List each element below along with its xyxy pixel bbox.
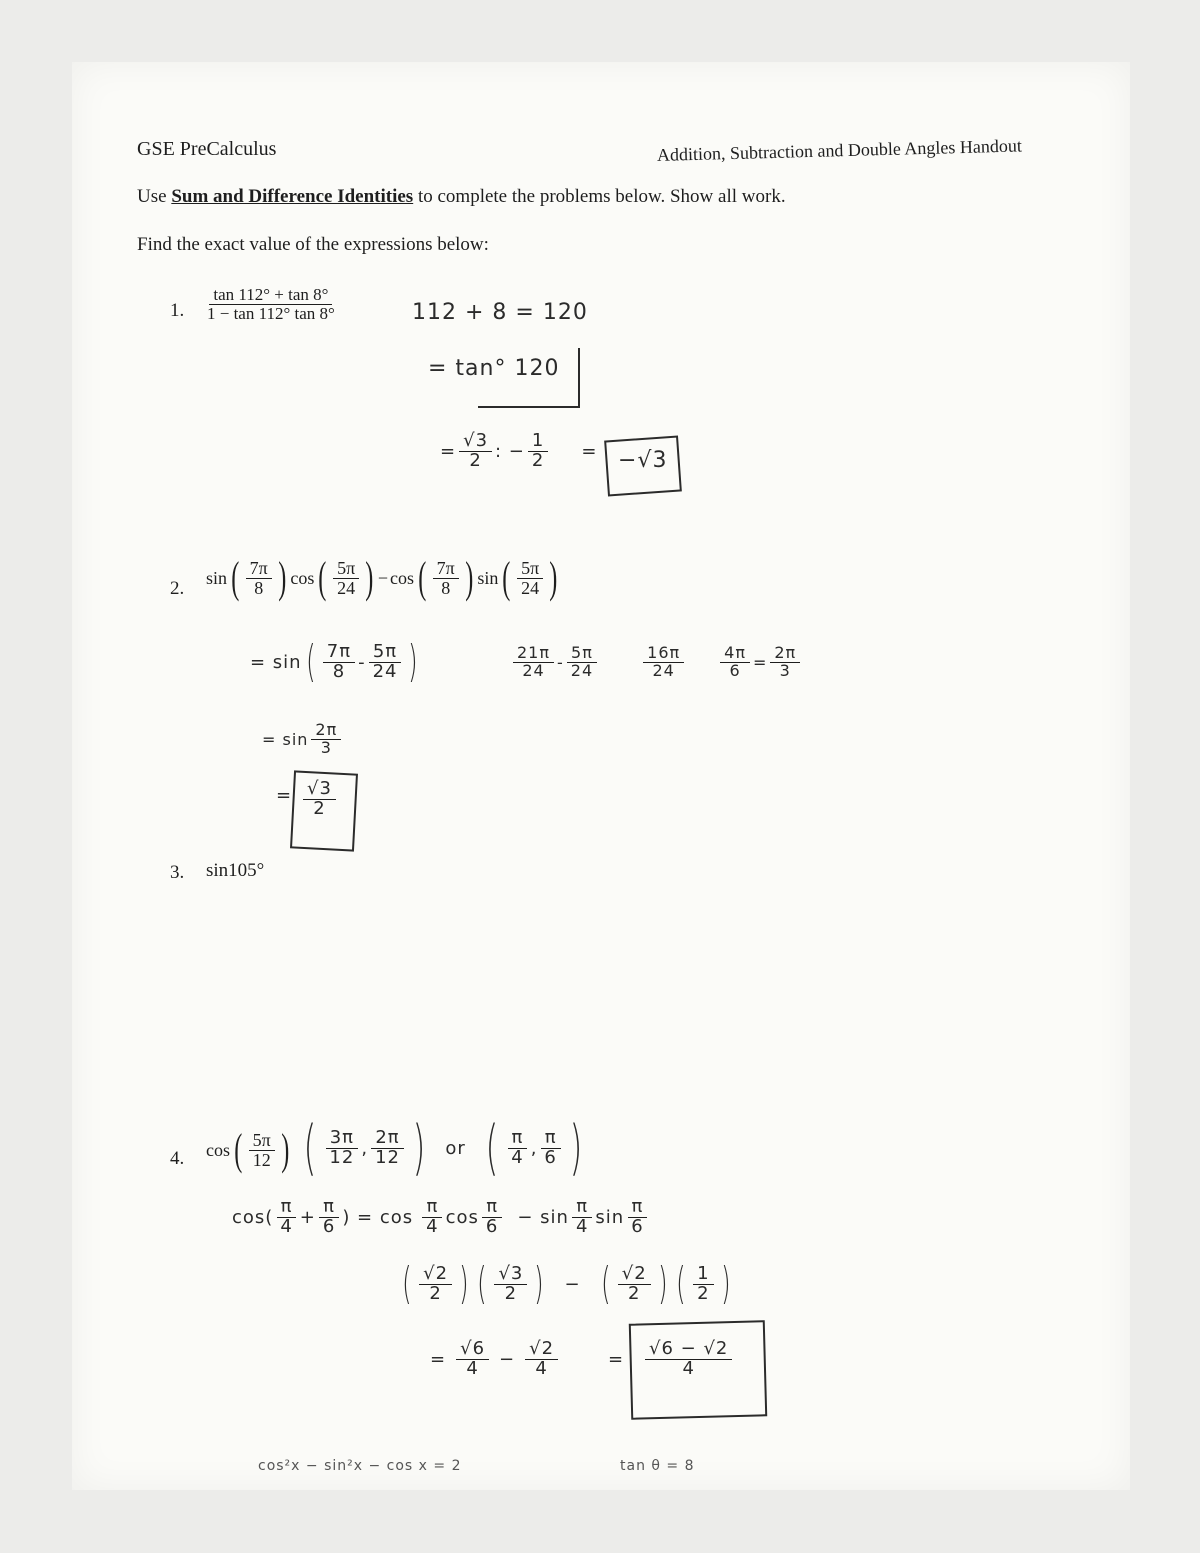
p2-b-den-2: 24 [521,577,540,598]
p4-num: 5π [249,1131,275,1151]
p2-l1-b-num: 5π [369,643,401,663]
p2-side2-den: 24 [570,660,594,680]
problem-3-expression: sin105° [206,860,265,881]
p2-side5-num: 2π [770,645,800,663]
p2-work-line1: = sin ( $\frac{7\pi}{8}$ - $\frac{5\pi}{24}$ ) [250,636,419,687]
p2-side1-den: 24 [522,660,545,680]
problem-2-expression: sin ( $\frac{7\pi}{8}$ ) cos ( $\frac{5\pi}{24}$ ) − cos ( $\frac{7\pi}{8}$ ) sin ( $\frac{5\pi}{24}$ ) [206,553,558,602]
p2-a-num-2: 7π [433,559,459,579]
handout-title: Addition, Subtraction and Double Angles Handout [656,135,1023,165]
p2-b-num: 5π [333,559,359,579]
p2-ans-den: 2 [313,797,326,819]
p4-l3-a-num: √6 [456,1340,489,1360]
footer-scribble-right: tan θ = 8 [620,1458,695,1474]
instructions-line [137,186,786,208]
p2-l1-a-den: 8 [332,660,346,682]
p4-l1-minus-sin: − sin [517,1206,569,1228]
p4-l2-a-num: √2 [419,1265,452,1285]
p4-l1-c-den: 4 [426,1215,439,1237]
p4-l2-minus: − [564,1273,581,1295]
p2-work-line2 [262,722,344,757]
instructions-prefix: Use [137,186,167,207]
p4-l1-b-den: 6 [322,1215,336,1237]
p2-work-sin: = sin [250,651,302,673]
p4-l1-cos: cos( [232,1206,274,1228]
p2-side2-num: 5π [567,645,597,663]
p2-side-work: $\frac{21\pi}{24}$ - $\frac{5\pi}{24}$ $\frac{16\pi}{24}$ $\frac{4\pi}{6}$ = $\frac{2\pi}{3}$ [510,645,803,680]
p2-ans-eq: = [276,785,293,806]
p4-work-line2: ( $\frac{√2}{2}$ ) ( $\frac{√3}{2}$ ) − ( $\frac{√2}{2}$ ) ( $\frac{1}{2}$ ) [402,1258,731,1309]
p2-l1-b-den: 24 [372,660,398,682]
p4-l1-f-num: π [628,1198,648,1218]
p4-l1-e-num: π [572,1198,592,1218]
p2-minus: − [377,567,388,588]
p2-cos-1: cos [290,567,315,588]
p4-l1-a-num: π [277,1198,297,1218]
p2-ans-num: √3 [303,780,336,800]
footer-scribble-left: cos²x − sin²x − cos x = 2 [258,1458,462,1474]
problem-1-denominator: 1 − tan 112° tan 8° [207,303,335,323]
p1-answer: −√3 [618,448,668,473]
p2-side5-den: 3 [779,660,791,680]
p2-b-den: 24 [337,577,356,598]
p4-l1-d-den: 6 [485,1215,499,1237]
p4-l3-b-den: 4 [535,1357,548,1379]
problem-3-number: 3. [170,862,185,883]
problem-1-numerator: tan 112° + tan 8° [209,286,332,305]
p4-work-line3 [430,1340,624,1379]
p2-a-den-2: 8 [441,577,451,598]
p4-split-work: ( $\frac{3\pi}{12}$ , $\frac{2\pi}{12}$ ) or ( $\frac{\pi}{4}$ , $\frac{\pi}{6}$ ) [303,1113,583,1183]
p1-frac-a-den: 2 [469,449,482,471]
p1-divide: : − [495,440,525,462]
p4-l3-a-den: 4 [466,1357,479,1379]
p4-l1-f-den: 6 [631,1215,644,1237]
p2-side3-den: 24 [652,660,675,680]
p2-l2-num: 2π [311,722,341,740]
p4-l3-eq2: = [608,1348,625,1370]
p2-a-den: 8 [254,577,264,598]
p4-l1-b-num: π [319,1198,339,1218]
p4-l2-a-den: 2 [429,1282,442,1304]
p2-l1-a-num: 7π [323,643,355,663]
problem-4-number: 4. [170,1148,185,1169]
p2-side1-num: 21π [513,645,554,663]
p4-s1-num: 3π [326,1129,358,1149]
p1-work-line3: = $\frac{√3}{2}$ : − $\frac{1}{2}$ = [440,430,598,471]
instructions-suffix: to complete the problems below. Show all work. [417,186,786,207]
p4-l1-a-den: 4 [280,1215,293,1237]
p4-l2-c-num: √2 [618,1265,651,1285]
p4-l1-d-num: π [482,1198,502,1218]
p4-l2-d-den: 2 [697,1282,710,1304]
p1-equals: = [581,440,598,462]
p4-den: 12 [252,1149,271,1170]
p4-cos: cos [206,1139,230,1160]
problem-1-number: 1. [170,300,185,321]
p4-s4-num: π [541,1129,561,1149]
problem-4-expression: cos ( $\frac{5\pi}{12}$ ) [206,1125,290,1174]
p1-work-tan120: = tan° 120 [428,356,560,381]
p2-sin-2: sin [477,567,499,588]
p2-work-sin-2: = sin [262,729,309,749]
p4-ans-num: √6 − √2 [645,1340,732,1360]
p4-l2-c-den: 2 [628,1282,641,1304]
p4-l3-eq: = [430,1348,447,1370]
p4-l1-cos2: cos [445,1206,479,1228]
p4-l3-b-num: √2 [525,1340,558,1360]
p4-s2-den: 12 [375,1146,400,1168]
p4-s3-num: π [508,1129,528,1149]
instructions-emphasis: Sum and Difference Identities [171,186,414,207]
problem-2-number: 2. [170,578,185,599]
problem-1-expression [200,286,342,323]
course-title: GSE PreCalculus [137,138,277,160]
p2-b-num-2: 5π [517,559,543,579]
p1-work-sum: 112 + 8 = 120 [412,300,588,325]
p1-frac-b-den: 2 [531,449,545,471]
p2-side3-num: 16π [643,645,684,663]
p4-s4-den: 6 [544,1146,557,1168]
p4-s1-den: 12 [329,1146,355,1168]
p4-answer [642,1340,735,1379]
p4-s3-den: 4 [511,1146,524,1168]
p1-frac-a-num: √3 [459,432,492,452]
p2-l2-den: 3 [320,737,332,757]
p4-l1-c-num: π [422,1198,442,1218]
p4-l1-mid: ) = cos [342,1206,414,1228]
find-instruction: Find the exact value of the expressions below: [137,234,489,255]
p1-work-box [478,348,580,408]
p4-or: or [445,1137,466,1159]
p4-l2-b-num: √3 [494,1265,527,1285]
p4-l2-b-den: 2 [504,1282,518,1304]
p2-sin-1: sin [206,567,228,588]
p2-side4-den: 6 [729,660,741,680]
p4-s2-num: 2π [371,1129,403,1149]
p4-l1-sin2: sin [595,1206,625,1228]
p2-cos-2: cos [389,567,414,588]
p4-l1-e-den: 4 [575,1215,589,1237]
p4-l3-minus: − [499,1348,516,1370]
p4-ans-den: 4 [682,1357,695,1379]
p4-work-line1 [232,1198,651,1237]
p2-side4-num: 4π [720,645,750,663]
p1-frac-b-num: 1 [528,432,548,452]
p2-answer [300,780,339,819]
p2-a-num: 7π [246,559,272,579]
p4-l2-d-num: 1 [693,1265,713,1285]
p4-l1-plus: + [299,1206,316,1228]
